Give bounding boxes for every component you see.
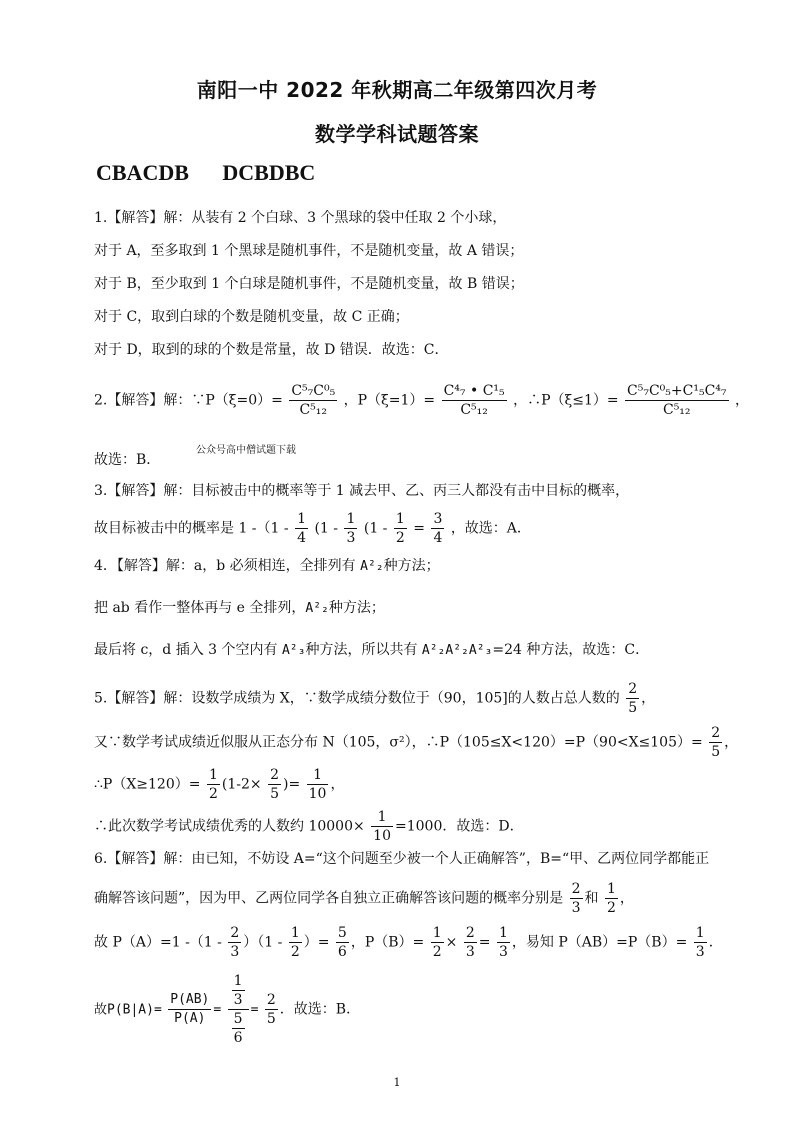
q6-f3 [336,924,349,961]
q6-line-3-f: ，易知 P（AB）=P（B）= [511,934,688,951]
q3-paren-3: (1 - [363,520,388,537]
q6-f6-den: 3 [498,944,508,960]
q6-f2 [289,924,302,961]
q1-line-2: 对于 A，至多取到 1 个黑球是随机事件，不是随机变量，故 A 错误； [94,243,524,259]
q6-cn-num: 1 [233,973,243,989]
q6-equals: = [478,934,491,951]
q4-line-3-mid: 种方法，所以共有 [305,642,422,658]
q6-complex-num [228,972,249,1010]
q2-fraction-1-den: C⁵₁₂ [299,402,328,418]
q5-f3-den: 2 [208,786,218,802]
q3-f3-den: 2 [395,530,405,546]
q6-f5 [464,924,477,961]
q5-line-1 [94,680,655,717]
q5-f5-num: 1 [307,766,329,785]
q4-line-1-end: 种方法； [383,558,440,574]
watermark-text: 公众号高中僧试题下载 [196,445,296,456]
q2-fraction-1-num: C⁵₇C⁰₅ [291,383,336,399]
document-title: 南阳一中 2022 年秋期高二年级第四次月考 [196,78,598,102]
q4-line-2-end: 种方法； [328,600,385,616]
document-subtitle: 数学学科试题答案 [315,122,479,146]
q3-f2-num: 1 [346,511,356,527]
q6-f7-num: 1 [695,925,705,941]
q5-line-4-end: =1000．故选：D． [395,818,524,835]
q4-perm-2: A²₂ [305,601,329,616]
q5-f4-den: 5 [270,786,279,802]
q4-perm-3: A²₃ [281,643,306,658]
q3-f1-num: 1 [297,511,307,527]
q3-f2-den: 3 [346,530,356,546]
page-number: 1 [393,1076,401,1089]
q6-line-2 [94,880,634,917]
q6-cn-frac [232,972,245,1009]
q3-f3-num: 1 [395,511,405,527]
q4-line-1 [94,556,440,577]
q6-f7 [694,924,707,961]
q6-result-num: 2 [266,992,276,1008]
q3-prefix: 故目标被击中的概率是 1 -（1 - [94,520,289,537]
q5-f1-num: 2 [628,681,638,697]
q6-cond-eq2: = [250,1002,259,1018]
q5-f3-num: 1 [208,767,218,783]
q4-line-2-text: 把 ab 看作一整体再与 e 全排列， [94,600,306,616]
q6-line-4-text: 故P(B|A)= [94,1002,162,1018]
q5-fraction-5 [307,766,329,803]
q5-f2-den: 5 [711,744,721,760]
q2-fraction-2-num: C⁴₇ • C¹₅ [443,383,505,399]
q6-f3-den: 6 [337,944,347,960]
q5-line-3-mid: (1-2× [221,776,262,793]
q5-line-1-text: 5.【解答】解：设数学成绩为 X，∵数学成绩分数位于（90，105]的人数占总人数的 [94,690,620,707]
q3-paren-2: (1 - [314,520,339,537]
q6-line-3-d: ，P（B）= [350,934,425,951]
q6-f2-num: 1 [290,925,300,941]
q5-fraction-4 [268,766,281,803]
q6-cond-eq: = [213,1002,222,1018]
q5-line-2 [94,724,738,761]
q6-line-3-c: ）= [303,934,330,951]
q6-cond-num: P(AB) [168,991,211,1010]
q5-line-3-text: ∴P（X≥120）= [94,776,201,793]
q5-f4-num: 2 [270,767,279,783]
q6-f4-den: 2 [432,944,442,960]
q3-line-1: 3.【解答】解：目标被击中的概率等于 1 减去甲、乙、丙三人都没有击中目标的概率， [94,483,630,499]
q6-fb-num: 1 [606,881,616,897]
q3-fraction-3 [394,510,407,547]
q6-f6-num: 1 [498,925,508,941]
q5-f5-den: 10 [308,786,327,802]
q6-line-2-text: 确解答该问题”，因为甲、乙两位同学各自独立正确解答该问题的概率分别是 [94,890,564,907]
q6-result-den: 5 [266,1011,276,1027]
q6-f4 [431,924,444,961]
q3-result-num: 3 [433,511,443,527]
q6-cond-fraction [168,991,211,1028]
q3-f1-den: 4 [297,530,307,546]
q5-fraction-6 [371,808,393,845]
q6-line-3-b: ）（1 - [243,934,283,951]
q6-f6 [497,924,510,961]
q6-f1 [228,924,241,961]
q6-complex-den [228,1010,249,1047]
q1-line-5: 对于 D，取到的球的个数是常量，故 D 错误．故选：C． [94,342,449,358]
q6-complex-fraction [228,972,249,1047]
q2-fraction-2 [442,382,507,419]
q6-f2-den: 2 [290,944,300,960]
q5-line-1-end: ， [641,690,656,707]
q6-fb-den: 2 [606,900,616,916]
q6-times: × [445,934,458,951]
q2-fraction-3-num: C⁵₇C⁰₅+C¹₅C⁴₇ [627,383,727,399]
q3-fraction-2 [344,510,357,547]
q5-line-2-text: 又∵数学考试成绩近似服从正态分布 N（105，σ²），∴P（105≤X<120）=P（90<X≤105）= [94,734,703,751]
q6-fraction-b [605,880,618,917]
q6-fraction-a [570,880,583,917]
q6-fa-den: 3 [571,900,581,916]
q6-fa-num: 2 [571,881,581,897]
q6-f5-den: 3 [465,944,475,960]
q2-fraction-3-den: C⁵₁₂ [662,402,691,418]
q6-f7-den: 3 [695,944,705,960]
q6-and: 和 [584,890,599,907]
q5-f6-num: 1 [371,808,393,827]
q4-perm-1: A²₂ [360,559,384,574]
q4-line-3-end: =24 种方法，故选：C． [492,642,650,658]
q2-fraction-3 [625,382,728,419]
q5-line-3-end: ， [330,776,345,793]
q3-equals: = [413,520,425,537]
q3-line-2 [94,510,531,547]
q6-f5-num: 2 [465,925,475,941]
q6-cd-den: 6 [233,1030,243,1046]
q2-line-2: 故选：B． [94,452,161,468]
q5-line-3 [94,766,344,803]
q3-end: ，故选：A． [450,520,531,537]
q6-line-4-end: ．故选：B． [279,1001,361,1018]
q6-cond-den: P(A) [174,1011,206,1026]
q5-fraction-1 [626,680,639,717]
q2-end: ， [734,392,749,409]
q6-f1-den: 3 [230,944,240,960]
q2-mid-2: ，∴P（ξ≤1）= [513,392,619,409]
q5-f6-den: 10 [373,828,391,844]
q6-line-3-text: 故 P（A）=1 -（1 - [94,934,222,951]
q6-line-3-end: ． [708,934,723,951]
q6-cd-frac [232,1010,245,1047]
q3-fraction-1 [295,510,308,547]
q6-f1-num: 2 [230,925,240,941]
q5-line-4-text: ∴此次数学考试成绩优秀的人数约 10000× [94,818,365,835]
q1-line-3: 对于 B，至少取到 1 个白球是随机事件，不是随机变量，故 B 错误； [94,276,524,292]
q2-line-1 [94,382,749,419]
q4-line-3 [94,640,649,661]
q4-line-1-text: 4．【解答】解：a，b 必须相连，全排列有 [94,558,361,574]
q6-cond-result [265,991,278,1028]
q5-line-2-end: ， [724,734,739,751]
q2-fraction-2-den: C⁵₁₂ [460,402,488,418]
q6-f3-num: 5 [337,925,347,941]
q1-line-1: 1.【解答】解：从装有 2 个白球、3 个黑球的袋中任取 2 个小球， [94,210,507,226]
q4-perm-product: A²₂A²₂A²₃ [421,643,493,658]
answer-key: CBACDB DCBDBC [96,160,316,185]
q5-f2-num: 2 [711,725,721,741]
q4-line-3-text: 最后将 c，d 插入 3 个空内有 [94,642,282,658]
q3-result-den: 4 [433,530,443,546]
q6-line-3 [94,924,723,961]
q6-cn-den: 3 [233,992,243,1008]
q6-cd-num: 5 [233,1011,243,1027]
q6-line-2-end: ， [619,890,634,907]
q1-line-4: 对于 C，取到白球的个数是随机变量，故 C 正确； [94,309,409,325]
q2-mid-1: ，P（ξ=1）= [343,392,436,409]
q2-prefix: 2.【解答】解：∵P（ξ=0）= [94,392,283,409]
q5-f1-den: 5 [628,700,638,716]
q5-fraction-2 [709,724,722,761]
q3-result [431,510,444,547]
q5-fraction-3 [207,766,220,803]
q5-line-4 [94,808,524,845]
q6-line-1: 6.【解答】解：由已知，不妨设 A=“这个问题至少被一个人正确解答”，B=“甲、乙两位同学都能正 [94,851,710,867]
q6-line-4 [94,972,360,1047]
q2-fraction-1 [289,382,337,419]
q5-line-3-eq: )= [282,776,301,793]
q4-line-2 [94,598,385,619]
q6-f4-num: 1 [432,925,442,941]
